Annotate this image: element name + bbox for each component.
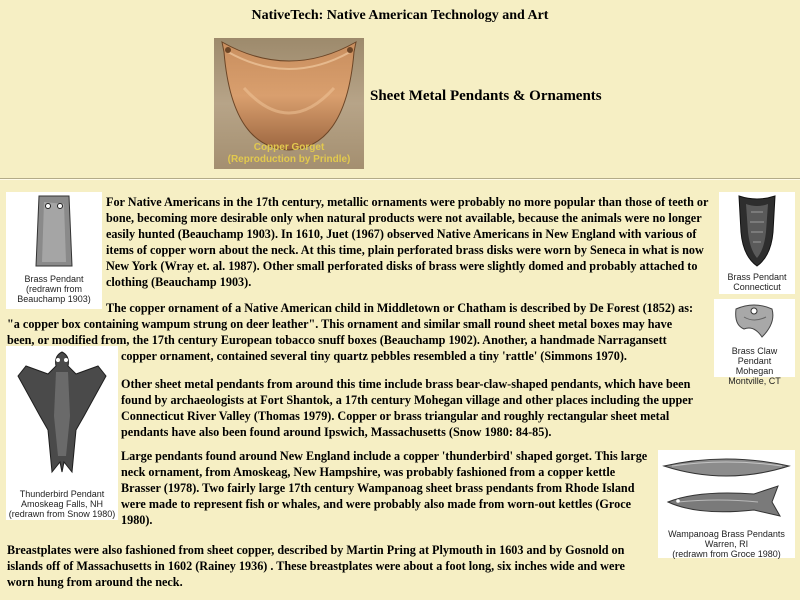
- paragraph-copper-box-line3: been, or modified from, the 17th century European tobacco snuff boxes (Beauchamp 1902). Another, a handmade Narragansett: [7, 333, 667, 347]
- wampanoag-caption-2: Warren, RI: [704, 539, 749, 549]
- brass-pendant-illustration: [6, 192, 102, 270]
- paragraph-thunderbird: Large pendants found around New England include a copper 'thunderbird' shaped gorget. This large neck ornament, from Amoskeag, New Hampshire, was probably fashioned from a copper kettle Brasser (1978). Two fairly large 17th century Wampanoag sheet brass pendants from Rhode Island were made to represent fish or whales, and were probably also made from worn-out kettles (Groce 1980).: [121, 449, 648, 527]
- paragraph-breastplates: Breastplates were also fashioned from sheet copper, described by Martin Pring at Plymouth in 1603 and by Gosnold on islands off of Massachusetts in 1602 (Rainey 1936) . These breastplates were about a foot long, six inches wide and were worn hung from around the neck.: [7, 543, 625, 589]
- thunderbird-caption-3: (redrawn from Snow 1980): [8, 509, 116, 519]
- gorget-caption-credit: (Reproduction by Prindle): [227, 154, 351, 165]
- wampanoag-caption-1: Wampanoag Brass Pendants: [668, 529, 785, 539]
- brass-pendant-caption-3: Beauchamp 1903): [17, 294, 91, 304]
- thunderbird-caption-2: Amoskeag Falls, NH: [20, 499, 104, 509]
- brass-claw-caption-2: Mohegan: [735, 366, 774, 376]
- page-heading: Sheet Metal Pendants & Ornaments: [370, 88, 602, 104]
- brass-claw-pendant-illustration: [714, 299, 795, 345]
- paragraph-copper-box-line2: "a copper box containing wampum strung on deer leather". This ornament and similar small round sheet metal boxes may have: [7, 317, 673, 331]
- wampanoag-caption-3: (redrawn from Groce 1980): [672, 549, 781, 559]
- brass-claw-caption-3: Montville, CT: [728, 376, 781, 386]
- gorget-caption-title: Copper Gorget: [253, 142, 325, 153]
- horizontal-divider: [0, 178, 800, 180]
- paragraph-claw-pendants: Other sheet metal pendants from around this time include brass bear-claw-shaped pendants, which have been found by archaeologists at Fort Shantok, a 17th century Mohegan village and other places including the upper Connecticut River Valley (Thomas 1979). Copper or brass triangular and roughly rectangular sheet metal pendants have also been found around Ipswich, Massachusetts (Snow 1980: 84-85).: [121, 377, 693, 439]
- wampanoag-pendants-figure: [658, 450, 795, 558]
- paragraph-copper-box-line1: The copper ornament of a Native American child in Middletown or Chatham is described by De Forest (1852) as:: [106, 301, 693, 315]
- brass-pendant-ct-caption-1: Brass Pendant: [727, 272, 787, 282]
- brass-claw-pendant-figure: [714, 299, 795, 386]
- site-title: NativeTech: Native American Technology and Art: [251, 8, 549, 23]
- thunderbird-pendant-illustration: [6, 346, 118, 482]
- brass-pendant-caption-2: (redrawn from: [25, 284, 82, 294]
- paragraph-metal-ornaments: For Native Americans in the 17th century, metallic ornaments were probably no more popular than those of teeth or bone, becoming more desirable only when natural products were not available, because the animals were no longer easily hunted (Beauchamp 1903). In 1610, Juet (1967) observed Native Americans in New England with various of items of copper worn about the neck. At this time, plain perforated brass disks were worn by Seneca in what is now New York (Wray et. al. 1987). Other small perforated disks of brass were slightly domed and probably attached to clothing (Beauchamp 1903).: [106, 195, 709, 289]
- brass-pendant-ct-caption-2: Connecticut: [733, 282, 781, 292]
- paragraph-copper-box-line4: copper ornament, contained several tiny quartz pebbles resembled a tiny 'rattle' (Simmons 1970).: [121, 349, 627, 363]
- brass-pendant-figure: [6, 192, 102, 309]
- brass-pendant-caption-1: Brass Pendant: [24, 274, 84, 284]
- brass-claw-caption-1: Brass Claw Pendant: [731, 346, 778, 366]
- thunderbird-pendant-figure: [6, 346, 118, 520]
- wampanoag-pendants-illustration: [658, 450, 795, 530]
- brass-pendant-ct-figure: [719, 192, 795, 294]
- thunderbird-caption-1: Thunderbird Pendant: [19, 489, 105, 499]
- brass-pendant-ct-illustration: [719, 192, 795, 270]
- copper-gorget-image: [214, 38, 364, 169]
